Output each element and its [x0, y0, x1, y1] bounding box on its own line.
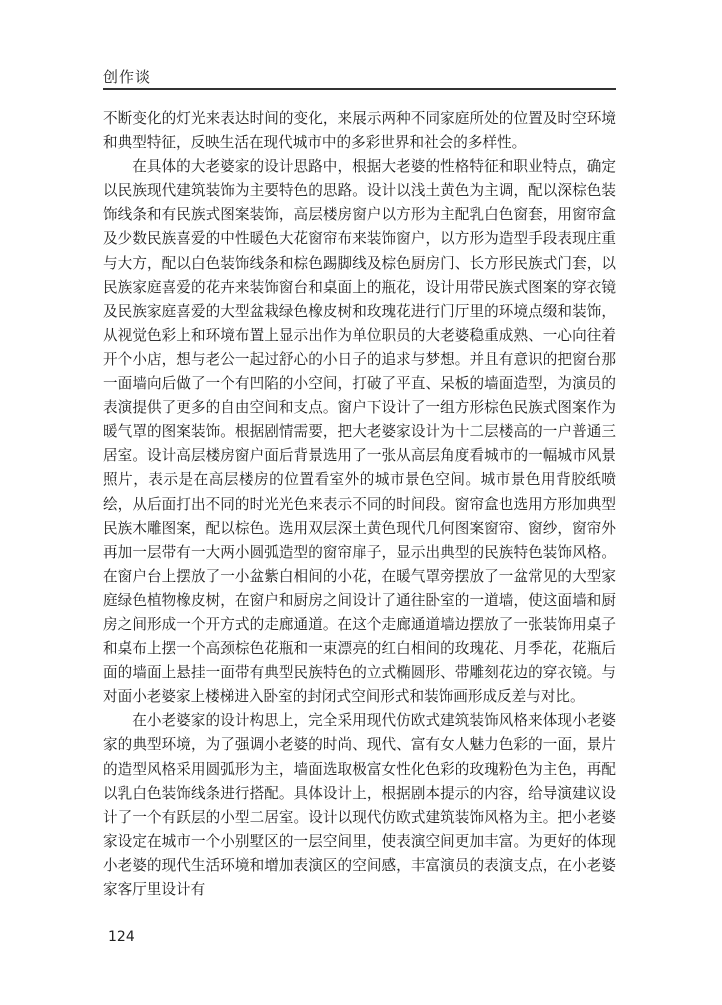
- body-text: [103, 107, 616, 902]
- running-header: 创作谈: [103, 68, 152, 86]
- paragraph: 在具体的大老婆家的设计思路中，根据大老婆的性格特征和职业特点，确定以民族现代建筑装饰为主要特色的思路。设计以浅土黄色为主调，配以深棕色装饰线条和有民族式图案装饰，高层楼房窗户以方形为主配乳白色窗套，用窗帘盒及少数民族喜爱的中性暖色大花窗帘布来装饰窗户，以方形为造型手段表现庄重与大方，配以白色装饰线条和棕色踢脚线及棕色厨房门、长方形民族式门套，以民族家庭喜爱的花卉来装饰窗台和桌面上的瓶花，设计用带民族式图案的穿衣镜及民族家庭喜爱的大型盆栽绿色橡皮树和玫瑰花进行门厅里的环境点缀和装饰，从视觉色彩上和环境布置上显示出作为单位职员的大老婆稳重成熟、一心向往着开个小店，想与老公一起过舒心的小日子的追求与梦想。并且有意识的把窗台那一面墙向后做了一个有凹陷的小空间，打破了平直、呆板的墙面造型，为演员的表演提供了更多的自由空间和支点。窗户下设计了一组方形棕色民族式图案作为暖气罩的图案装饰。根据剧情需要，把大老婆家设计为十二层楼高的一户普通三居室。设计高层楼房窗户面后背景选用了一张从高层角度看城市的一幅城市风景照片，表示是在高层楼房的位置看室外的城市景色空间。城市景色用背胶纸喷绘，从后面打出不同的时光光色来表示不同的时间段。窗帘盒也选用方形加典型民族木雕图案，配以棕色。选用双层深土黄色现代几何图案窗帘、窗纱，窗帘外再加一层带有一大两小圆弧造型的窗帘扉子，显示出典型的民族特色装饰风格。在窗户台上摆放了一小盆紫白相间的小花，在暖气罩旁摆放了一盆常见的大型家庭绿色植物橡皮树，在窗户和厨房之间设计了通往卧室的一道墙，使这面墙和厨房之间形成一个开方式的走廊通道。在这个走廊通道墙边摆放了一张装饰用桌子和桌布上摆一个高颈棕色花瓶和一束漂亮的红白相间的玫瑰花、月季花，花瓶后面的墙面上悬挂一面带有典型民族特色的立式椭圆形、带雕刻花边的穿衣镜。与对面小老婆家上楼梯进入卧室的封闭式空间形式和装饰画形成反差与对比。: [103, 158, 616, 706]
- header-rule: [103, 88, 616, 90]
- paragraph: 在小老婆家的设计构思上，完全采用现代仿欧式建筑装饰风格来体现小老婆家的典型环境，为了强调小老婆的时尚、现代、富有女人魅力色彩的一面，景片的造型风格采用圆弧形为主，墙面选取极富女性化色彩的玫瑰粉色为主色，再配以乳白色装饰线条进行搭配。具体设计上，根据剧本提示的内容，给导演建议设计了一个有跃层的小型二居室。设计以现代仿欧式建筑装饰风格为主。把小老婆家设定在城市一个小别墅区的一层空间里，使表演空间更加丰富。为更好的体现小老婆的现代生活环境和增加表演区的空间感，丰富演员的表演支点，在小老婆家客厅里设计有: [103, 712, 616, 898]
- page-number: 124: [108, 929, 135, 945]
- paragraph: 不断变化的灯光来表达时间的变化，来展示两种不同家庭所处的位置及时空环境和典型特征，反映生活在现代城市中的多彩世界和社会的多样性。: [103, 110, 616, 152]
